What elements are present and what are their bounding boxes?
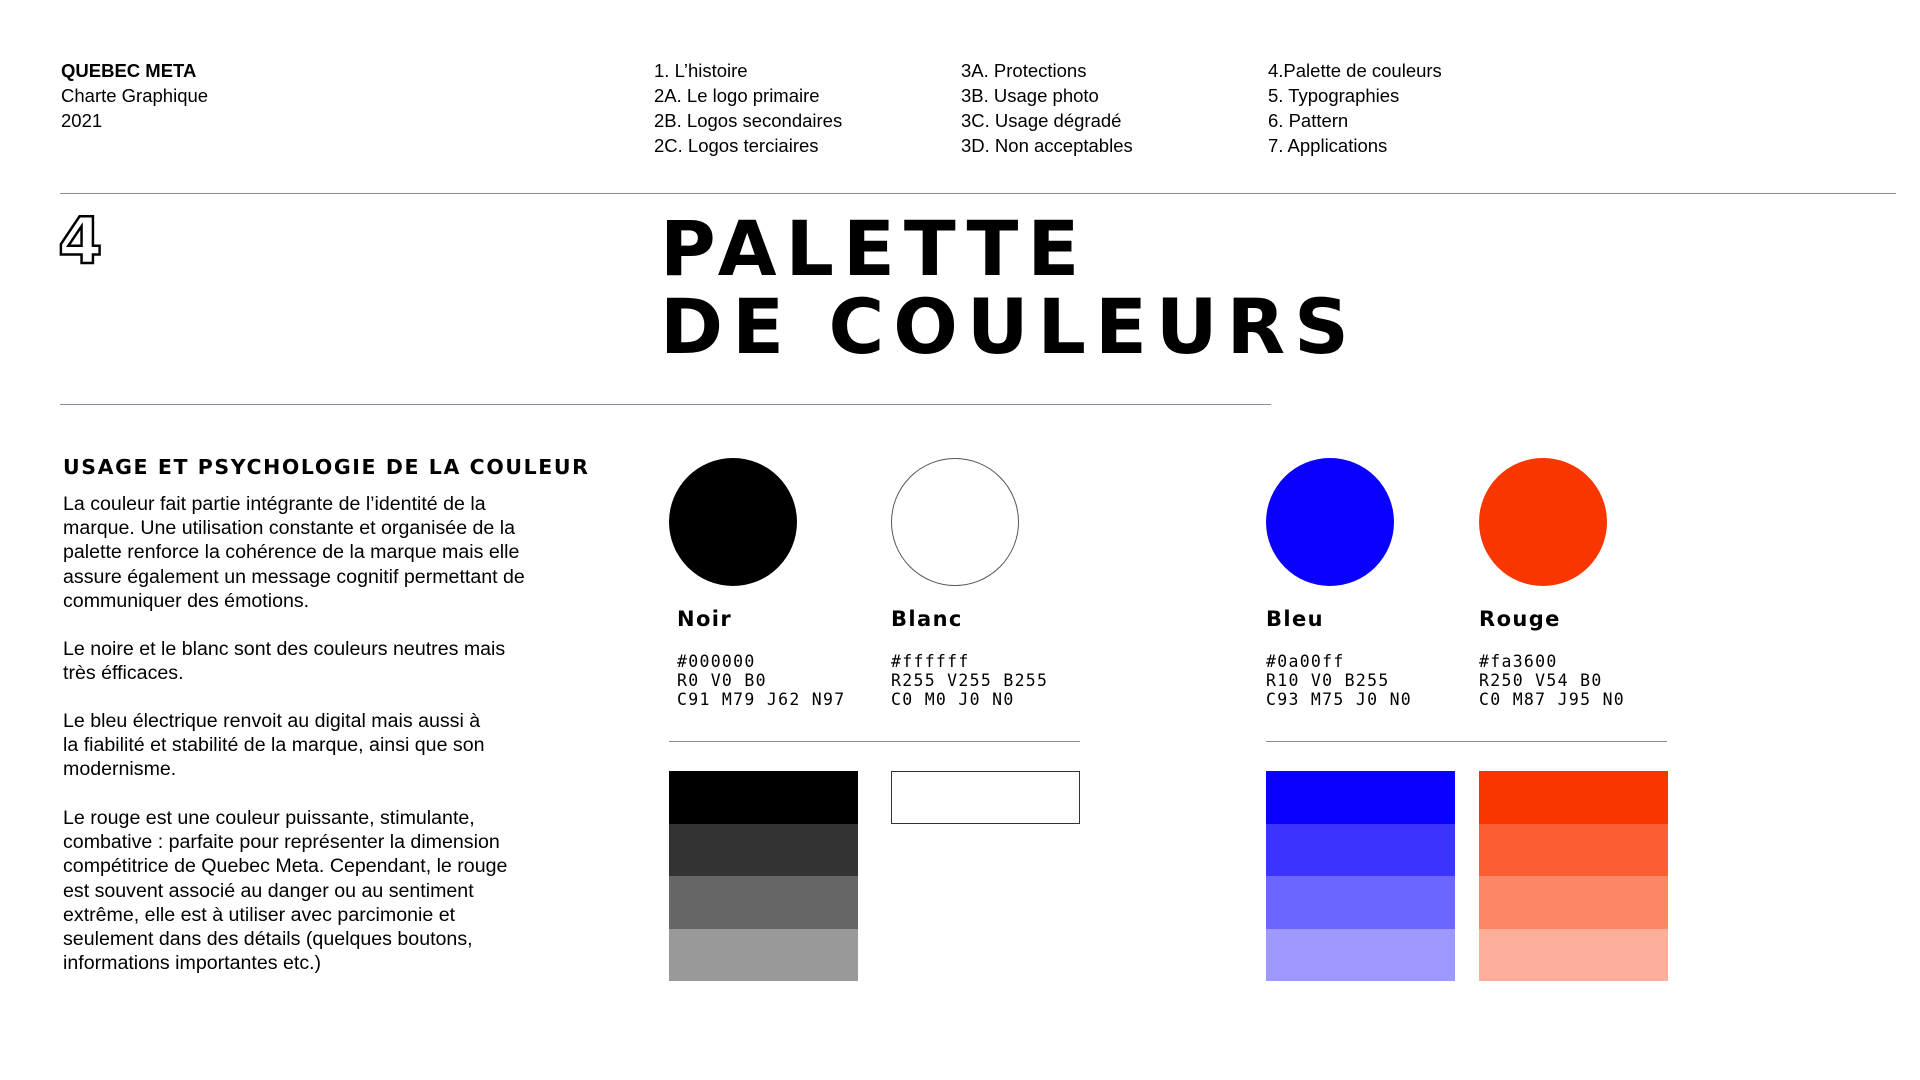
tint-band xyxy=(1266,929,1455,982)
brand-subtitle: Charte Graphique xyxy=(61,85,209,106)
color-cmyk: C0 M0 J0 N0 xyxy=(891,690,1015,709)
tint-band xyxy=(1266,876,1455,929)
text-line: Le rouge est une couleur puissante, stimulante, xyxy=(63,807,475,829)
tint-band xyxy=(669,876,858,929)
usage-paragraph-2 xyxy=(63,637,663,685)
color-name-noir: Noir xyxy=(677,607,733,631)
nav-column-2 xyxy=(961,58,1133,158)
color-rgb: R0 V0 B0 xyxy=(677,671,767,690)
tint-band xyxy=(1266,824,1455,877)
color-cmyk: C91 M79 J62 N97 xyxy=(677,690,846,709)
neutrals-divider xyxy=(669,741,1080,742)
color-rgb: R10 V0 B255 xyxy=(1266,671,1390,690)
text-line: marque. Une utilisation constante et organisée de la xyxy=(63,517,516,540)
section-number: 4 xyxy=(58,205,103,279)
text-line: combative : parfaite pour représenter la dimension xyxy=(63,831,500,854)
text-line: extrême, elle est à utiliser avec parcimonie et xyxy=(63,903,456,926)
tint-band xyxy=(1479,876,1668,929)
nav-link-palette[interactable]: 4.Palette de couleurs xyxy=(1268,60,1442,81)
brand-block xyxy=(61,58,208,133)
tint-swatch-noir xyxy=(669,771,858,981)
text-line: Le noire et le blanc sont des couleurs neutres mais xyxy=(63,638,506,660)
color-circle-rouge xyxy=(1479,458,1607,586)
color-cmyk: C93 M75 J0 N0 xyxy=(1266,690,1413,709)
nav-link-usage-degrade[interactable]: 3C. Usage dégradé xyxy=(961,110,1122,131)
text-line: modernisme. xyxy=(63,758,177,781)
nav-link-logo-primaire[interactable]: 2A. Le logo primaire xyxy=(654,85,820,106)
color-codes-noir xyxy=(677,652,846,709)
brand-name: QUEBEC META xyxy=(61,60,197,81)
usage-paragraph-4 xyxy=(63,806,663,975)
text-line: seulement dans des détails (quelques boutons, xyxy=(63,928,473,951)
tint-band xyxy=(1479,771,1668,824)
color-circle-bleu xyxy=(1266,458,1394,586)
tint-band xyxy=(1266,771,1455,824)
color-circle-noir xyxy=(669,458,797,586)
tint-swatch-rouge xyxy=(1479,771,1668,981)
color-rgb: R250 V54 B0 xyxy=(1479,671,1603,690)
text-line: est souvent associé au danger ou au sentiment xyxy=(63,879,474,902)
color-hex: #ffffff xyxy=(891,652,970,671)
title-divider xyxy=(60,404,1271,405)
page-title-line-1: PALETTE xyxy=(660,204,1089,293)
tint-swatch-blanc xyxy=(891,771,1080,824)
brand-year: 2021 xyxy=(61,110,103,131)
header-divider xyxy=(60,193,1896,194)
color-cmyk: C0 M87 J95 N0 xyxy=(1479,690,1626,709)
color-codes-blanc xyxy=(891,652,1048,709)
nav-link-typographies[interactable]: 5. Typographies xyxy=(1268,85,1400,106)
usage-paragraph-1 xyxy=(63,492,663,613)
text-line: informations importantes etc.) xyxy=(63,952,322,975)
color-hex: #0a00ff xyxy=(1266,652,1345,671)
color-codes-rouge xyxy=(1479,652,1625,709)
nav-link-protections[interactable]: 3A. Protections xyxy=(961,60,1087,81)
color-name-blanc: Blanc xyxy=(891,607,963,631)
color-hex: #fa3600 xyxy=(1479,652,1558,671)
nav-link-non-acceptables[interactable]: 3D. Non acceptables xyxy=(961,135,1133,156)
usage-paragraph-3 xyxy=(63,709,663,782)
text-line: très éfficaces. xyxy=(63,662,184,685)
nav-column-1 xyxy=(654,58,842,158)
nav-link-logos-terciaires[interactable]: 2C. Logos terciaires xyxy=(654,135,819,156)
text-line: Le bleu électrique renvoit au digital mais aussi à xyxy=(63,710,481,732)
tint-swatch-bleu xyxy=(1266,771,1455,981)
color-circle-blanc xyxy=(891,458,1019,586)
color-rgb: R255 V255 B255 xyxy=(891,671,1049,690)
color-hex: #000000 xyxy=(677,652,756,671)
accents-divider xyxy=(1266,741,1667,742)
text-line: assure également un message cognitif permettant de xyxy=(63,565,525,588)
color-name-rouge: Rouge xyxy=(1479,607,1561,631)
tint-band xyxy=(669,929,858,982)
text-line: palette renforce la cohérence de la marque mais elle xyxy=(63,541,520,564)
page-title xyxy=(660,204,1358,371)
nav-link-usage-photo[interactable]: 3B. Usage photo xyxy=(961,85,1099,106)
nav-link-logos-secondaires[interactable]: 2B. Logos secondaires xyxy=(654,110,843,131)
nav-link-pattern[interactable]: 6. Pattern xyxy=(1268,110,1349,131)
text-line: communiquer des émotions. xyxy=(63,589,310,612)
usage-heading: USAGE ET PSYCHOLOGIE DE LA COULEUR xyxy=(63,455,590,479)
nav-link-histoire[interactable]: 1. L’histoire xyxy=(654,60,748,81)
text-line: La couleur fait partie intégrante de l’identité de la xyxy=(63,493,486,515)
nav-link-applications[interactable]: 7. Applications xyxy=(1268,135,1388,156)
text-line: la fiabilité et stabilité de la marque, ainsi que son xyxy=(63,734,485,757)
page-title-line-2: DE COULEURS xyxy=(660,282,1358,371)
tint-band xyxy=(669,824,858,877)
tint-band xyxy=(1479,929,1668,982)
color-name-bleu: Bleu xyxy=(1266,607,1324,631)
text-line: compétitrice de Quebec Meta. Cependant, le rouge xyxy=(63,855,508,878)
color-codes-bleu xyxy=(1266,652,1412,709)
tint-band xyxy=(891,771,1080,824)
tint-band xyxy=(1479,824,1668,877)
nav-column-3 xyxy=(1268,58,1442,158)
tint-band xyxy=(669,771,858,824)
